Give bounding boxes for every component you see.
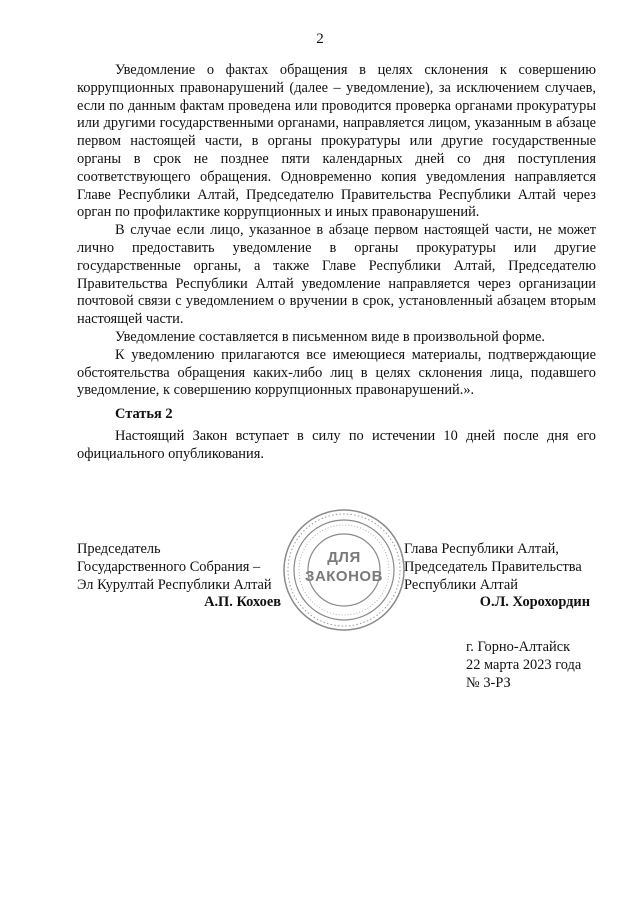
signature-left-name: А.П. Кохоев	[204, 594, 281, 610]
page-number: 2	[316, 31, 324, 47]
official-seal	[282, 508, 406, 632]
signature-right-name: О.Л. Хорохордин	[479, 594, 590, 610]
signature-left-line: Председатель	[77, 541, 161, 557]
law-number: № 3-РЗ	[466, 675, 511, 691]
article-heading: Статья 2	[115, 406, 173, 423]
seal-text-top: ДЛЯ	[327, 549, 361, 566]
city: г. Горно-Алтайск	[466, 639, 571, 655]
paragraph-postal-notification: В случае если лицо, указанное в абзаце первом настоящей части, не может лично предоставить уведомление в органы прокуратуры или другие государственные органы, а также Главе Республики Алтай, Председателю Правительства Республики Алтай уведомление направляется через организации почтовой связи с уведомлением о вручении в срок, установленный абзацем вторым настоящей части.	[77, 222, 596, 328]
signature-left-line: Государственного Собрания –	[77, 559, 261, 575]
paragraph-notification-procedure: Уведомление о фактах обращения в целях склонения к совершению коррупционных правонарушений (далее – уведомление), за исключением случаев, если по данным фактам проведена или проводится проверка органами прокуратуры или другими государственными органами, направляется лицом, указанным в абзаце первом настоящей части, в органы прокуратуры или другие государственные органы в срок не позднее пяти календарных дней со дня поступления соответствующего обращения. Одновременно копия уведомления направляется Главе Республики Алтай, Председателю Правительства Республики Алтай через орган по профилактике коррупционных и иных правонарушений.	[77, 62, 596, 221]
signature-right-line: Председатель Правительства	[404, 559, 582, 575]
signature-left-line: Эл Курултай Республики Алтай	[77, 577, 272, 593]
paragraph-written-form: Уведомление составляется в письменном виде в произвольной форме.	[115, 328, 545, 345]
place-date-number	[466, 638, 616, 692]
paragraph-entry-into-force: Настоящий Закон вступает в силу по истечении 10 дней после дня его официального опубликования.	[77, 427, 596, 462]
date: 22 марта 2023 года	[466, 657, 582, 673]
signature-left-title	[77, 540, 287, 594]
paragraph-attachments: К уведомлению прилагаются все имеющиеся материалы, подтверждающие обстоятельства обращения каких-либо лиц в целях склонения лица, подавшего уведомление, к совершению коррупционных правонарушений.».	[77, 346, 596, 399]
seal-text-bottom: ЗАКОНОВ	[305, 568, 383, 585]
signature-right-line: Республики Алтай	[404, 577, 518, 593]
law-text-body	[77, 62, 596, 464]
signature-right-line: Глава Республики Алтай,	[404, 541, 559, 557]
signature-right-title	[404, 540, 604, 594]
